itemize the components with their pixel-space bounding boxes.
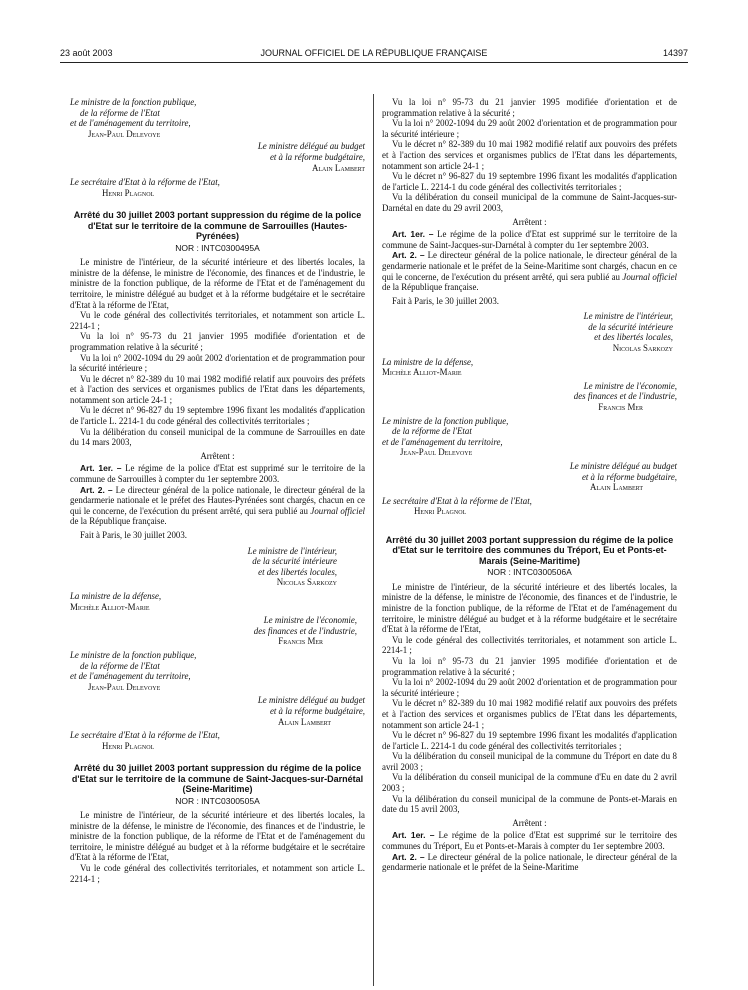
signatory-name: Nicolas Sarkozy xyxy=(612,343,673,354)
arretent-heading: Arrêtent : xyxy=(200,450,235,461)
signature-title: La ministre de la défense, xyxy=(70,590,162,601)
article-label: Art. 1er. – xyxy=(392,229,434,240)
arretent-heading: Arrêtent : xyxy=(512,817,547,828)
signature-title: et à la réforme budgétaire, xyxy=(269,705,365,716)
visa: Vu le décret n° 96-827 du 19 septembre 1996 fixant les modalités d'application de l'article L. 2214-1 du code général des collectivités territoriales ; xyxy=(70,405,365,427)
signature-block xyxy=(70,591,365,612)
article-label: Art. 2. – xyxy=(392,851,425,862)
signature-title: Le ministre délégué au budget xyxy=(257,695,365,706)
arretent-heading: Arrêtent : xyxy=(512,216,547,227)
signature-title: Le ministre de l'intérieur, xyxy=(583,311,673,322)
signature-title: Le ministre de l'économie, xyxy=(263,615,357,626)
signature-title: et de l'aménagement du territoire, xyxy=(70,671,191,682)
signature-title: Le ministre de l'intérieur, xyxy=(247,545,337,556)
signature-title: et des libertés locales, xyxy=(258,566,337,577)
article-1 xyxy=(382,830,677,851)
signature-title: Le ministre délégué au budget xyxy=(257,141,365,152)
signature-block xyxy=(70,695,365,727)
visa: Vu le décret n° 82-389 du 10 mai 1982 modifié relatif aux pouvoirs des préfets et à l'action des services et organismes publics de l'Etat dans les départements, notamment son article 24-1 ; xyxy=(70,373,365,405)
nor-reference: NOR : INTC0300506A xyxy=(487,567,572,578)
header-page-number: 14397 xyxy=(662,48,688,58)
signature-title: de la réforme de l'Etat xyxy=(392,426,472,437)
signature-block xyxy=(70,730,365,751)
signature-title: Le secrétaire d'Etat à la réforme de l'Etat, xyxy=(382,495,532,506)
column-divider xyxy=(373,94,374,986)
signatory-name: Jean-Paul Delevoye xyxy=(88,681,161,692)
article-2 xyxy=(382,250,677,292)
visa: Vu le code général des collectivités territoriales, et notamment son article L. 2214-1 ; xyxy=(70,310,365,331)
article-label: Art. 1er. – xyxy=(392,830,435,841)
signatory-name: Francis Mer xyxy=(598,402,643,413)
preamble: Le ministre de l'intérieur, de la sécurité intérieure et des libertés locales, la ministre de la défense, le ministre de l'économie, des finances et de l'industrie, le ministre de la fonction publique, de la réforme de l'Etat et de l'aménagement du territoire, le ministre délégué au budget et à la réforme budgétaire et le secrétaire d'Etat à la réforme de l'Etat, xyxy=(70,810,365,863)
place-date: Fait à Paris, le 30 juillet 2003. xyxy=(80,530,187,540)
signature-title: Le ministre de l'économie, xyxy=(583,380,677,391)
article-text: Le directeur général de la police nationale, le directeur général de la gendarmerie nationale et le préfet de la Seine-Maritime sont chargés, chacun en ce qui le concerne, de l'exécution du présent arrêté, qui sera publié au xyxy=(382,250,677,282)
signature-title: des finances et de l'industrie, xyxy=(573,391,677,402)
visa: Vu le décret n° 96-827 du 19 septembre 1996 fixant les modalités d'application de l'article L. 2214-1 du code général des collectivités territoriales ; xyxy=(382,730,677,751)
article-text: Le régime de la police d'Etat est supprimé sur le territoire de la commune de Sarrouilles à compter du 1er septembre 2003. xyxy=(70,463,366,485)
visa: Vu la délibération du conseil municipal de la commune de Ponts-et-Marais en date du 15 avril 2003, xyxy=(382,793,677,815)
preamble: Le ministre de l'intérieur, de la sécurité intérieure et des libertés locales, la ministre de la défense, le ministre de l'économie, des finances et de l'industrie, le ministre de la fonction publique, de la réforme de l'Etat et de l'aménagement du territoire, le ministre délégué au budget et à la réforme budgétaire et le secrétaire d'Etat à la réforme de l'Etat, xyxy=(382,581,677,635)
visa: Vu la loi n° 95-73 du 21 janvier 1995 modifiée d'orientation et de programmation relative à la sécurité ; xyxy=(70,331,365,352)
signature-block xyxy=(382,311,677,353)
nor-reference: NOR : INTC0300495A xyxy=(175,242,260,253)
visa: Vu la délibération du conseil municipal de la commune du Tréport en date du 8 avril 2003 ; xyxy=(382,751,677,772)
visa: Vu la délibération du conseil municipal de la commune d'Eu en date du 2 avril 2003 ; xyxy=(382,772,677,794)
page-header xyxy=(60,48,688,62)
article-text: Le directeur général de la police nationale, le directeur général de la gendarmerie nationale et le préfet de la Seine-Maritime xyxy=(382,851,677,873)
signature-block xyxy=(70,650,365,692)
article-label: Art. 1er. – xyxy=(80,463,122,474)
signature-block xyxy=(70,177,365,198)
visa: Vu la délibération du conseil municipal de la commune de Sarrouilles en date du 14 mars 2003, xyxy=(70,426,365,448)
decree-title: Arrêté du 30 juillet 2003 portant suppression du régime de la police d'Etat sur le territoire de la commune de Sarrouilles (Hautes-Pyrénées) xyxy=(73,210,362,242)
signature-title: de la sécurité intérieure xyxy=(588,321,673,332)
signatory-name: Jean-Paul Delevoye xyxy=(400,447,473,458)
signature-title: et à la réforme budgétaire, xyxy=(581,471,677,482)
header-rule xyxy=(60,62,688,63)
decree-title: Arrêté du 30 juillet 2003 portant suppression du régime de la police d'Etat sur le territoire des communes du Tréport, Eu et Ponts-et-Marais (Seine-Maritime) xyxy=(385,534,674,566)
signature-title: de la réforme de l'Etat xyxy=(80,660,160,671)
journal-name: Journal officiel xyxy=(310,505,365,516)
left-column xyxy=(70,97,365,884)
visa: Vu le décret n° 96-827 du 19 septembre 1996 fixant les modalités d'application de l'article L. 2214-1 du code général des collectivités territoriales ; xyxy=(382,171,677,192)
article-text: de la République française. xyxy=(382,282,479,293)
article-text: de la République française. xyxy=(70,516,167,527)
signature-title: Le ministre de la fonction publique, xyxy=(70,97,197,107)
signature-block xyxy=(382,461,677,493)
signature-title: des finances et de l'industrie, xyxy=(253,625,357,636)
signature-title: Le ministre de la fonction publique, xyxy=(70,649,197,660)
article-text: Le régime de la police d'Etat est supprimé sur le territoire de la commune de Saint-Jacques-sur-Darnétal à compter du 1er septembre 2003. xyxy=(382,229,678,250)
visa: Vu la loi n° 2002-1094 du 29 août 2002 d'orientation et de programmation pour la sécurité intérieure ; xyxy=(382,677,677,698)
article-label: Art. 2. – xyxy=(392,250,425,261)
signature-block xyxy=(382,496,677,517)
article-2 xyxy=(70,485,365,527)
visa: Vu le code général des collectivités territoriales, et notamment son article L. 2214-1 ; xyxy=(382,634,677,656)
signature-block xyxy=(382,381,677,413)
visa: Vu le code général des collectivités territoriales, et notamment son article L. 2214-1 ; xyxy=(70,863,365,884)
signatory-name: Henri Plagnol xyxy=(102,740,155,751)
article-1 xyxy=(382,229,677,250)
right-column xyxy=(382,97,677,873)
signature-block xyxy=(70,141,365,173)
signatory-name: Michèle Alliot-Marie xyxy=(382,367,462,378)
signature-title: et à la réforme budgétaire, xyxy=(269,151,365,162)
nor-reference: NOR : INTC0300505A xyxy=(175,795,260,806)
signatory-name: Alain Lambert xyxy=(589,482,643,493)
signature-title: Le ministre délégué au budget xyxy=(569,461,677,471)
signature-title: Le ministre de la fonction publique, xyxy=(382,415,509,426)
header-title: JOURNAL OFFICIEL DE LA RÉPUBLIQUE FRANÇAISE xyxy=(260,48,488,58)
signatory-name: Michèle Alliot-Marie xyxy=(70,601,150,612)
signature-title: et de l'aménagement du territoire, xyxy=(382,436,503,447)
visa: Vu le décret n° 82-389 du 10 mai 1982 modifié relatif aux pouvoirs des préfets et à l'action des services et organismes publics de l'Etat dans les départements, notamment son article 24-1 ; xyxy=(382,139,677,171)
signature-block xyxy=(382,357,677,378)
signatory-name: Francis Mer xyxy=(278,636,323,647)
journal-name: Journal officiel xyxy=(622,271,677,282)
signature-title: La ministre de la défense, xyxy=(382,356,474,367)
visa: Vu le décret n° 82-389 du 10 mai 1982 modifié relatif aux pouvoirs des préfets et à l'action des services et organismes publics de l'Etat dans les départements, notamment son article 24-1 ; xyxy=(382,698,677,730)
article-label: Art. 2. – xyxy=(80,484,113,495)
header-date: 23 août 2003 xyxy=(60,48,113,58)
signature-title: et de l'aménagement du territoire, xyxy=(70,118,191,129)
visa: Vu la loi n° 95-73 du 21 janvier 1995 modifiée d'orientation et de programmation relative à la sécurité ; xyxy=(382,97,677,118)
signature-block xyxy=(70,97,365,139)
place-date: Fait à Paris, le 30 juillet 2003. xyxy=(392,295,499,306)
signature-title: et des libertés locales, xyxy=(594,332,673,343)
visa: Vu la délibération du conseil municipal de la commune de Saint-Jacques-sur-Darnétal en date du 29 avril 2003, xyxy=(382,192,677,213)
preamble: Le ministre de l'intérieur, de la sécurité intérieure et des libertés locales, la ministre de la défense, le ministre de l'économie, des finances et de l'industrie, le ministre de la fonction publique, de la réforme de l'Etat et de l'aménagement du territoire, le ministre délégué au budget et à la réforme budgétaire et le secrétaire d'Etat à la réforme de l'Etat, xyxy=(70,257,365,310)
signatory-name: Henri Plagnol xyxy=(102,187,155,198)
article-text: Le régime de la police d'Etat est supprimé sur le territoire des communes du Tréport, Eu et Ponts-et-Marais à compter du 1er septembre 2003. xyxy=(382,830,677,852)
signature-title: de la réforme de l'Etat xyxy=(80,107,160,118)
visa: Vu la loi n° 95-73 du 21 janvier 1995 modifiée d'orientation et de programmation relative à la sécurité ; xyxy=(382,655,677,677)
signature-title: Le secrétaire d'Etat à la réforme de l'Etat, xyxy=(70,177,220,188)
signatory-name: Alain Lambert xyxy=(277,716,331,727)
signature-block xyxy=(70,615,365,647)
visa: Vu la loi n° 2002-1094 du 29 août 2002 d'orientation et de programmation pour la sécurité intérieure ; xyxy=(70,352,365,374)
signature-block xyxy=(70,546,365,588)
visa: Vu la loi n° 2002-1094 du 29 août 2002 d'orientation et de programmation pour la sécurité intérieure ; xyxy=(382,118,677,139)
decree-title: Arrêté du 30 juillet 2003 portant suppression du régime de la police d'Etat sur le territoire de la commune de Saint-Jacques-sur-Darnétal (Seine-Maritime) xyxy=(71,763,364,795)
article-2 xyxy=(382,852,677,873)
article-1 xyxy=(70,463,365,484)
signatory-name: Jean-Paul Delevoye xyxy=(88,128,161,139)
signature-title: Le secrétaire d'Etat à la réforme de l'Etat, xyxy=(70,730,220,741)
signature-title: de la sécurité intérieure xyxy=(252,556,337,567)
signatory-name: Nicolas Sarkozy xyxy=(276,577,337,588)
signature-block xyxy=(382,416,677,458)
signatory-name: Alain Lambert xyxy=(311,162,365,173)
signatory-name: Henri Plagnol xyxy=(414,506,467,517)
article-text: Le directeur général de la police nationale, le directeur général de la gendarmerie nationale et le préfet des Hautes-Pyrénées sont chargés, chacun en ce qui le concerne, de l'exécution du présent arrêté, qui sera publié au xyxy=(70,484,365,516)
